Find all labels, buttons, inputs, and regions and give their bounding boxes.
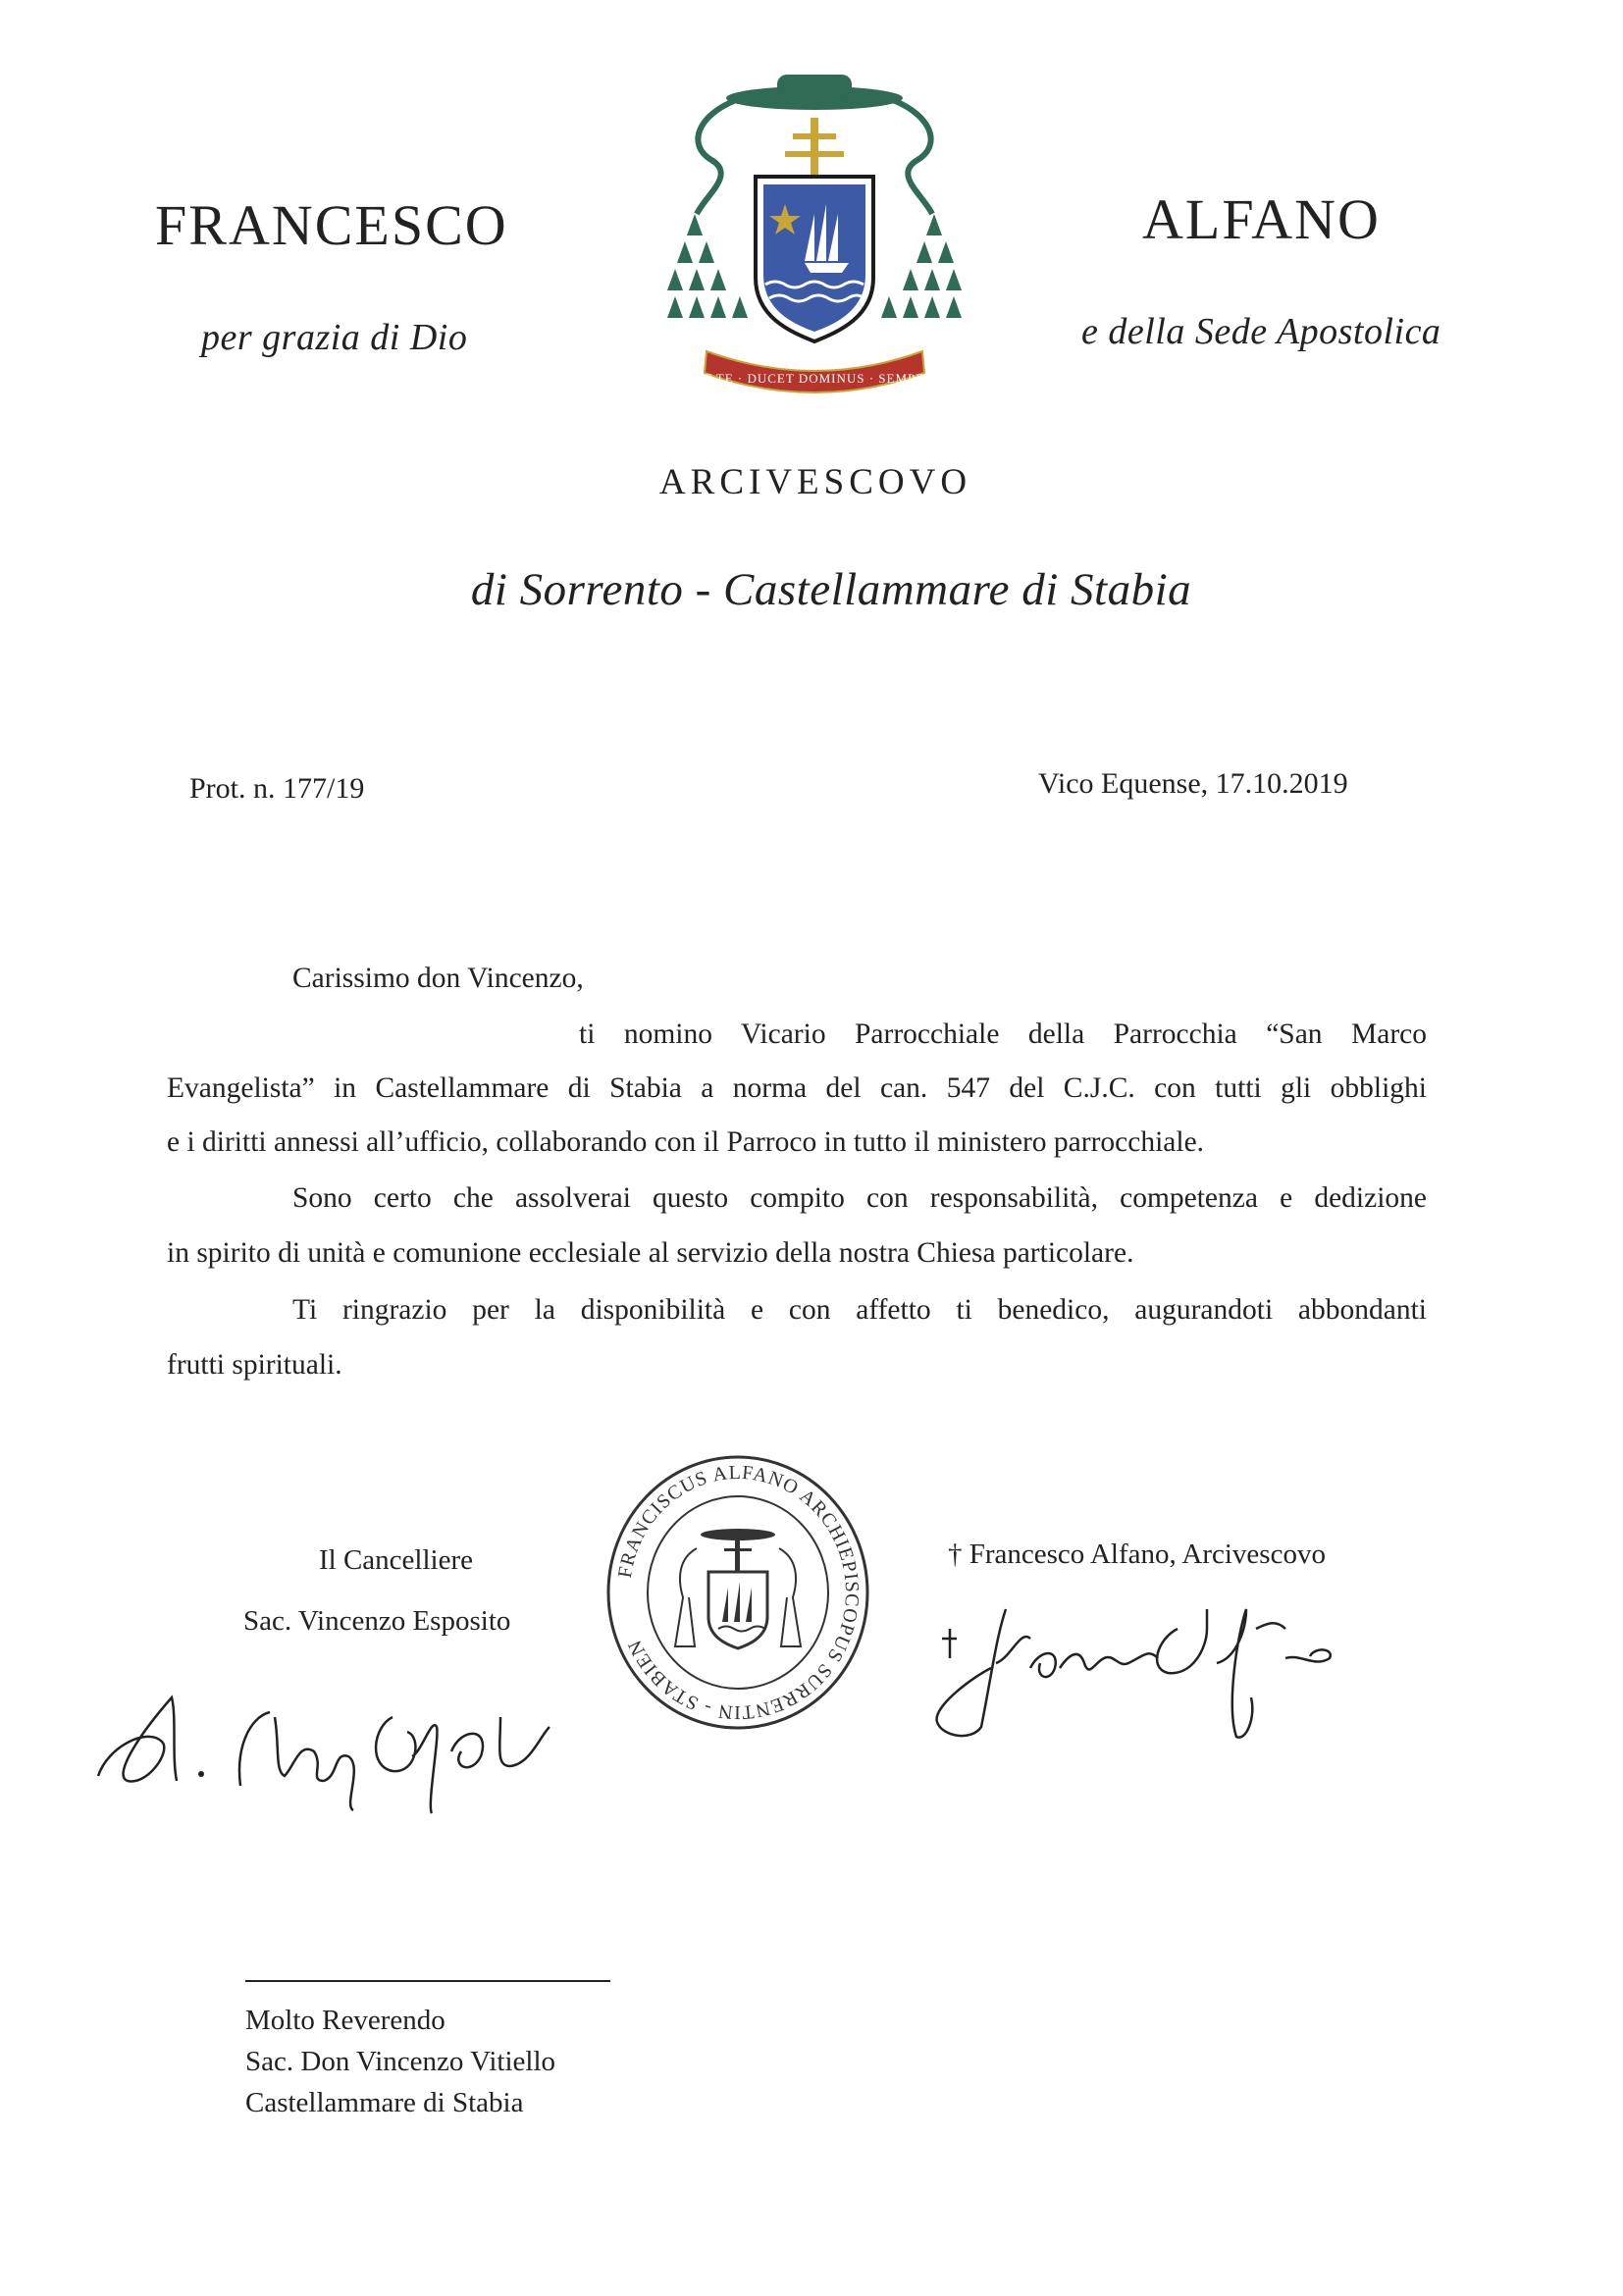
- recipient-divider: [245, 1980, 610, 1982]
- paragraph-2-line-2: in spirito di unità e comunione ecclesiale al servizio della nostra Chiesa particolare.: [167, 1237, 1134, 1269]
- handwritten-signature-icon: [79, 1658, 628, 1815]
- official-seal-icon: [601, 1450, 875, 1735]
- chancellor-name: Sac. Vincenzo Esposito: [243, 1605, 511, 1637]
- archbishop-line: † Francesco Alfano, Arcivescovo: [948, 1539, 1326, 1570]
- header-grace-left: per grazia di Dio: [201, 317, 468, 358]
- svg-text:FRANCISCUS ALFANO ARCHIEPISCOP: FRANCISCUS ALFANO ARCHIEPISCOPUS SURRENTIN - STABIEN: [613, 1461, 864, 1724]
- svg-text:ET TE · DUCET DOMINUS · SEMPER: ET TE · DUCET DOMINUS · SEMPER: [695, 371, 934, 386]
- paragraph-1-line-2: Evangelista” in Castellammare di Stabia a norma del can. 547 del C.J.C. con tutti gli obblighi: [167, 1072, 1427, 1104]
- protocol-number: Prot. n. 177/19: [189, 772, 365, 805]
- header-see: di Sorrento - Castellammare di Stabia: [470, 564, 1192, 615]
- recipient-line-2: Sac. Don Vincenzo Vitiello: [245, 2046, 555, 2077]
- handwritten-signature-icon: [913, 1570, 1364, 1747]
- salutation: Carissimo don Vincenzo,: [292, 963, 584, 994]
- paragraph-3-line-1: Ti ringrazio per la disponibilità e con affetto ti benedico, augurandoti abbondanti: [292, 1294, 1427, 1326]
- recipient-line-3: Castellammare di Stabia: [245, 2087, 524, 2118]
- header-last-name: ALFANO: [1142, 187, 1381, 251]
- paragraph-1-line-1: ti nomino Vicario Parrocchiale della Parrocchia “San Marco: [579, 1018, 1427, 1050]
- header-grace-right: e della Sede Apostolica: [1081, 311, 1441, 352]
- header-title: ARCIVESCOVO: [658, 462, 972, 502]
- paragraph-3-line-2: frutti spirituali.: [167, 1349, 342, 1381]
- header-first-name: FRANCESCO: [155, 193, 508, 257]
- chancellor-role: Il Cancelliere: [319, 1544, 473, 1576]
- recipient-line-1: Molto Reverendo: [245, 2005, 445, 2036]
- place-date: Vico Equense, 17.10.2019: [1038, 767, 1348, 800]
- paragraph-1-line-3: e i diritti annessi all’ufficio, collaborando con il Parroco in tutto il ministero parrocchiale.: [167, 1126, 1205, 1158]
- paragraph-2-line-1: Sono certo che assolverai questo compito con responsabilità, competenza e dedizione: [292, 1182, 1427, 1214]
- coat-of-arms-icon: [667, 67, 962, 400]
